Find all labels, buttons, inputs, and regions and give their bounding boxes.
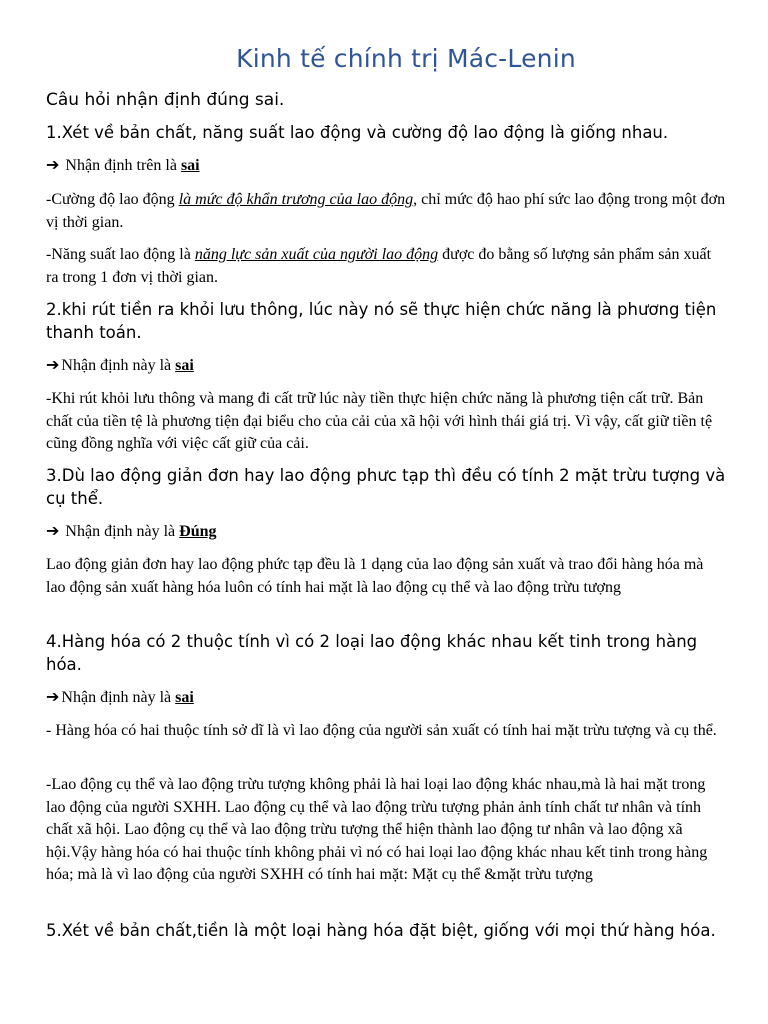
q1-p1-text: -Cường độ lao động — [46, 191, 179, 208]
verdict-3-answer: Đúng — [179, 523, 217, 540]
q2-paragraph-1: -Khi rút khỏi lưu thông và mang đi cất trữ lúc này tiền thực hiện chức năng là phương tiện cất trữ. Bản chất của tiền tệ là phương tiện đại biểu cho của cải của xã hội với hình thái giá trị. Vì vậy, cất giữ tiền tệ cũng đồng nghĩa với việc cất giữ của cải. — [46, 390, 713, 452]
question-3: 3.Dù lao động giản đơn hay lao động phưc tạp thì đều có tính 2 mặt trừu tượng và cụ thể. — [46, 466, 726, 508]
arrow-right-icon: ➔ — [46, 157, 60, 174]
verdict-1 — [46, 155, 726, 177]
q4-paragraph-2: -Lao động cụ thể và lao động trừu tượng không phải là hai loại lao động khác nhau,mà là hai mặt trong lao động của người SXHH. Lao động cụ thể và lao động trừu tượng phản ảnh tính chất tư nhân và tính chất xã hội. Lao động cụ thể và lao động trừu tượng thể hiện thành lao động tư nhân và lao động xã hội.Vậy hàng hóa có hai thuộc tính không phải vì nó có hai loại lao động khác nhau kết tinh trong hàng hóa; mà là vì lao động của người SXHH có tính hai mặt: Mặt cụ thể &mặt trừu tượng — [46, 776, 708, 883]
question-5: 5.Xét về bản chất,tiền là một loại hàng hóa đặt biệt, giống với mọi thứ hàng hóa. — [46, 921, 716, 940]
verdict-2-prefix: Nhận định này là — [61, 357, 176, 374]
verdict-1-answer: sai — [180, 157, 200, 174]
question-1: 1.Xét về bản chất, năng suất lao động và cường độ lao động là giống nhau. — [46, 123, 669, 142]
q1-p1-emphasis: là mức độ khẩn trương của lao động — [178, 191, 414, 208]
q1-paragraph-1 — [46, 189, 726, 234]
q1-p2-emphasis: năng lực sản xuất của người lao động — [194, 246, 439, 263]
verdict-4 — [46, 687, 726, 709]
q4-paragraph-1: - Hàng hóa có hai thuộc tính sở dĩ là vì lao động của người sản xuất có tính hai mặt trừu tượng và cụ thể. — [46, 722, 717, 739]
verdict-2 — [46, 355, 726, 377]
verdict-2-answer: sai — [175, 357, 194, 374]
q1-p2-text-end: được đo bằng số lượng sản phẩm sản xuất ra trong 1 đơn vị thời gian. — [46, 246, 712, 286]
section-subtitle: Câu hỏi nhận định đúng sai. — [46, 90, 285, 110]
verdict-3 — [46, 521, 726, 543]
verdict-4-prefix: Nhận định này là — [61, 689, 176, 706]
verdict-3-prefix: Nhận định này là — [61, 523, 180, 540]
q1-p2-text: -Năng suất lao động là — [46, 246, 195, 263]
arrow-right-icon: ➔ — [46, 357, 60, 374]
q1-paragraph-2 — [46, 244, 726, 289]
q1-p1-text-end: , chỉ mức độ hao phí sức lao động trong một đơn vị thời gian. — [46, 191, 726, 231]
page-title: Kinh tế chính trị Mác-Lenin — [236, 44, 576, 73]
question-2: 2.khi rút tiền ra khỏi lưu thông, lúc này nó sẽ thực hiện chức năng là phương tiện thanh toán. — [46, 300, 717, 342]
arrow-right-icon: ➔ — [46, 523, 60, 540]
question-4: 4.Hàng hóa có 2 thuộc tính vì có 2 loại lao động khác nhau kết tinh trong hàng hóa. — [46, 632, 698, 674]
verdict-4-answer: sai — [175, 689, 194, 706]
verdict-1-prefix: Nhận định trên là — [61, 157, 181, 174]
q3-paragraph-1: Lao động giản đơn hay lao động phức tạp đều là 1 dạng của lao động sản xuất và trao đổi hàng hóa mà lao động sản xuất hàng hóa luôn có tính hai mặt là lao động cụ thể và lao động trừu tượng — [46, 556, 704, 596]
arrow-right-icon: ➔ — [46, 689, 60, 706]
